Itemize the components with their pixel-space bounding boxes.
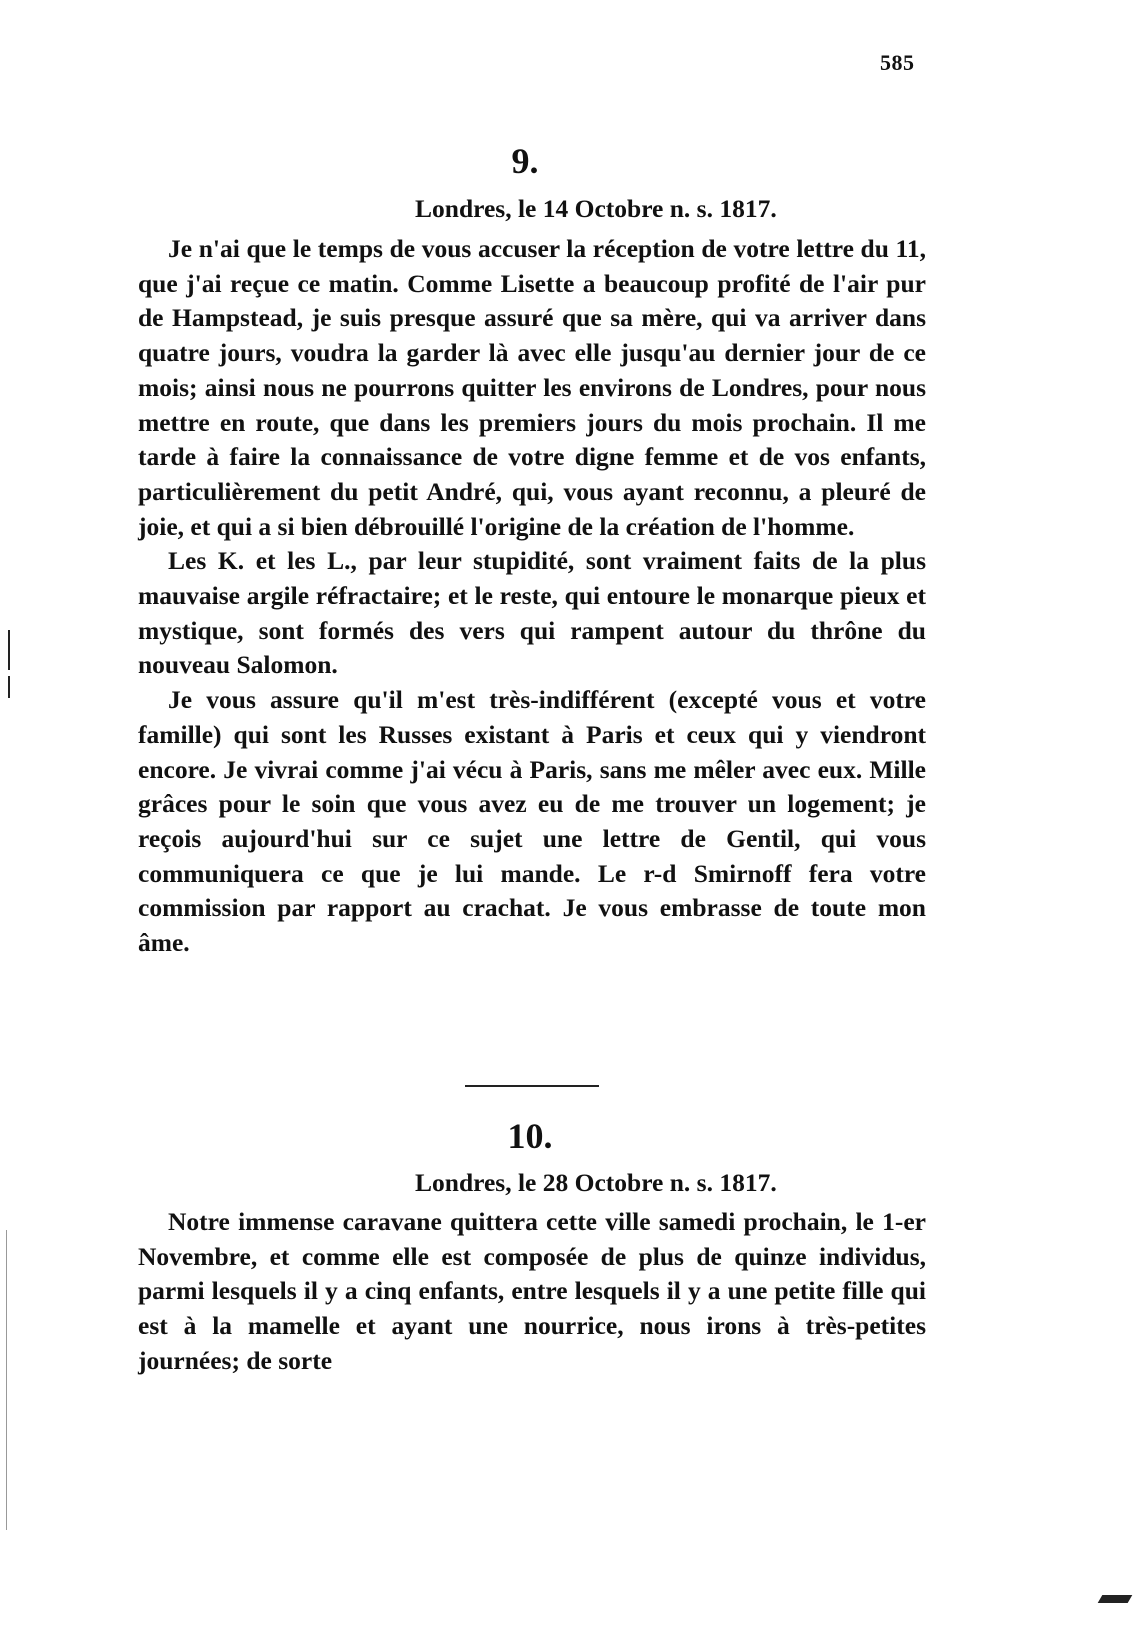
paragraph: Je vous assure qu'il m'est très-indifférent (excepté vous et votre famille) qui sont les Russes existant à Paris et ceux qui y viendront encore. Je vivrai comme j'ai vécu à Paris, sans me mêler avec eux. Mille grâces pour le soin que vous avez eu de me trouver un logement; je reçois aujourd'hui sur ce sujet une lettre de Gentil, qui vous communiquera ce que je lui mande. Le r-d Smirnoff fera votre commission par rapport au crachat. Je vous embrasse de toute mon âme. xyxy=(138,685,926,958)
paragraph: Notre immense caravane quittera cette ville samedi prochain, le 1-er Novembre, et comme elle est composée de plus de quinze individus, parmi lesquels il y a cinq enfants, entre lesquels il y a une petite fille qui est à la mamelle et ayant une nourrice, nous irons à très-petites journées; de sorte xyxy=(138,1207,926,1375)
scan-edge-mark xyxy=(6,1230,7,1530)
letter-number-10: 10. xyxy=(507,1116,553,1156)
scan-edge-mark xyxy=(8,676,10,698)
letter-10-body xyxy=(138,1205,926,1379)
letter-number-9: 9. xyxy=(511,141,539,181)
dateline-letter-9: Londres, le 14 Octobre n. s. 1817. xyxy=(415,194,777,223)
section-separator xyxy=(465,1085,599,1087)
page-number: 585 xyxy=(880,50,915,75)
scan-edge-mark xyxy=(8,630,10,670)
letter-9-body xyxy=(138,232,926,961)
paragraph: Les K. et les L., par leur stupidité, sont vraiment faits de la plus mauvaise argile réfractaire; et le reste, qui entoure le monarque pieux et mystique, sont formés des vers qui rampent autour du thrône du nouveau Salomon. xyxy=(138,546,926,680)
paragraph: Je n'ai que le temps de vous accuser la réception de votre lettre du 11, que j'ai reçue ce matin. Comme Lisette a beaucoup profité de l'air pur de Hampstead, je suis presque assuré que sa mère, qui va arriver dans quatre jours, voudra la garder là avec elle jusqu'au dernier jour de ce mois; ainsi nous ne pourrons quitter les environs de Londres, pour nous mettre en route, que dans les premiers jours du mois prochain. Il me tarde à faire la connaissance de votre digne femme et de vos enfants, particulièrement du petit André, qui, vous ayant reconnu, a pleuré de joie, et qui a si bien débrouillé l'origine de la création de l'homme. xyxy=(138,234,926,541)
dateline-letter-10: Londres, le 28 Octobre n. s. 1817. xyxy=(415,1168,777,1197)
scan-corner-mark xyxy=(1098,1595,1133,1603)
